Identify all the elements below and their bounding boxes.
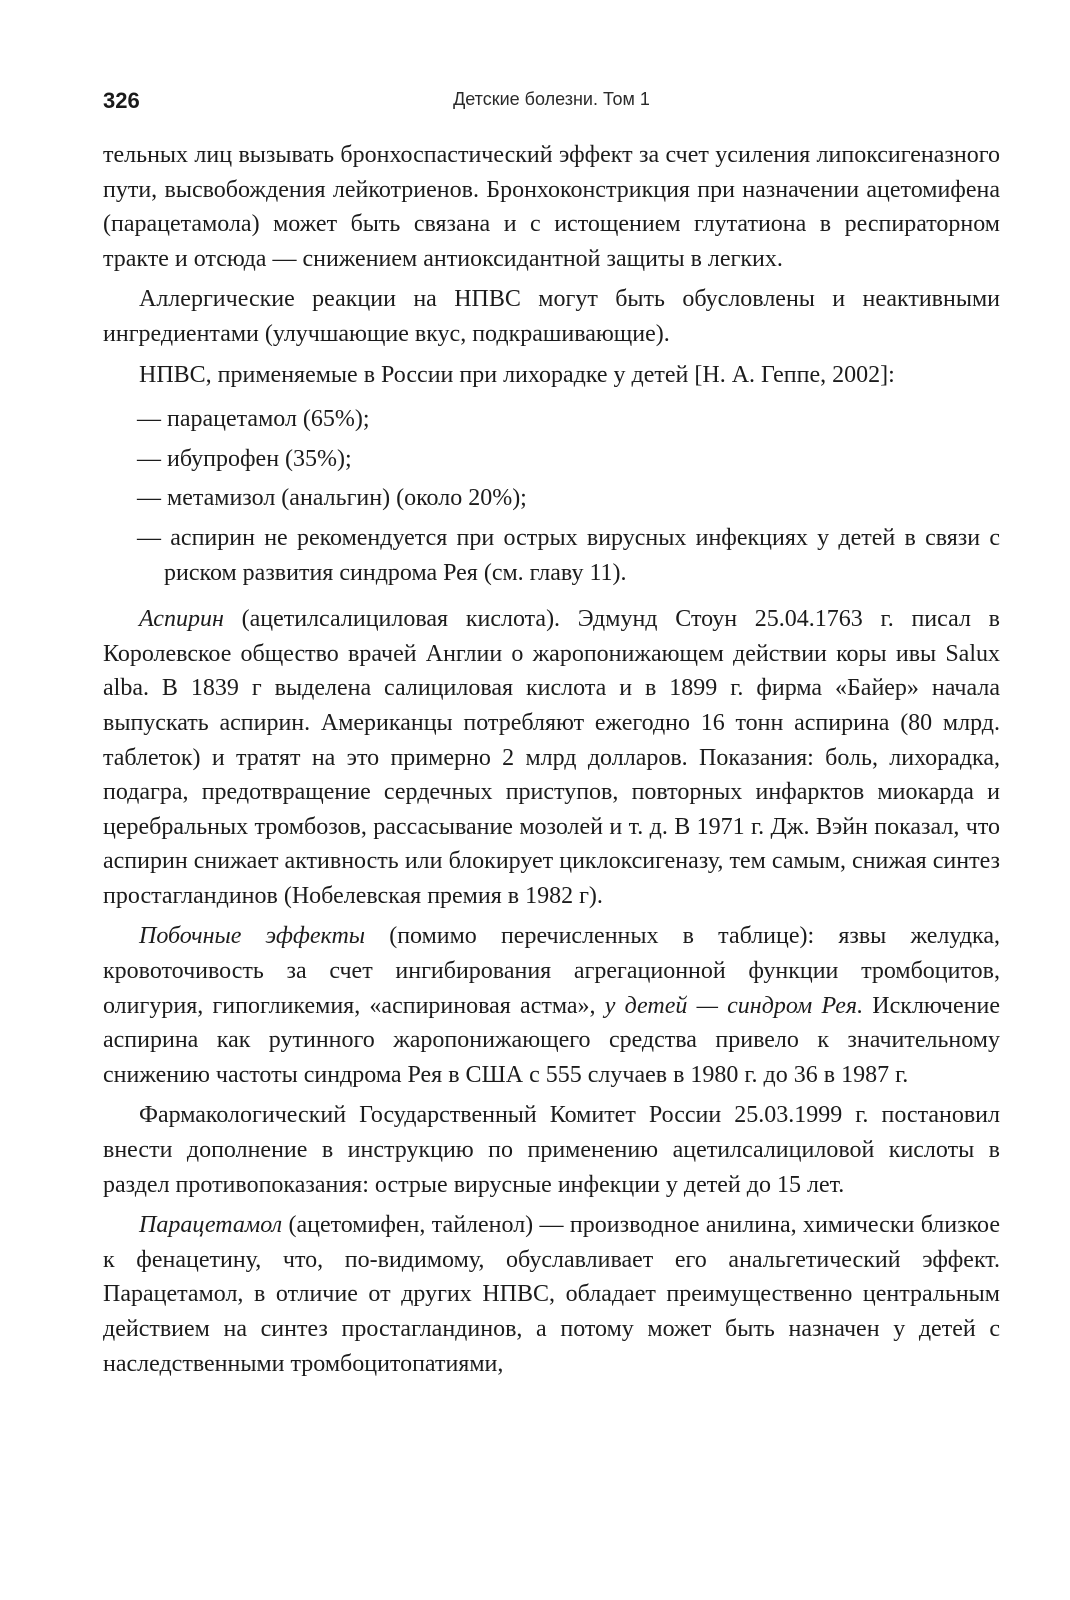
page-header: [103, 86, 1000, 120]
side-effects-text: (помимо перечисленных в таблице): язвы желудка, кровоточивость за счет ингибирования агрегационной функции тромбоцитов, олигурия, гипогликемия, «аспириновая астма»,: [103, 923, 1001, 1019]
list-item: — метамизол (анальгин) (около 20%);: [137, 481, 1000, 516]
paragraph-side-effects: [103, 919, 1000, 1092]
body-text: [103, 138, 1000, 1381]
paragraph-nsaid-russia: НПВС, применяемые в России при лихорадке у детей [Н. А. Геппе, 2002]:: [139, 361, 895, 388]
book-page: [103, 86, 1000, 1387]
list-item: — аспирин не рекомендуется при острых вирусных инфекциях у детей в связи с риском развития синдрома Рея (см. главу 11).: [137, 521, 1000, 590]
reye-syndrome-emphasis: у детей — синдром Рея.: [604, 992, 864, 1019]
nsaid-list: [103, 402, 1000, 590]
paragraph-pharmacological-committee: Фармакологический Государственный Комитет России 25.03.1999 г. постановил внести дополнение в инструкцию по применению ацетилсалициловой кислоты в раздел противопоказания: острые вирусные инфекции у детей до 15 лет.: [103, 1102, 1000, 1198]
list-item: — ибупрофен (35%);: [137, 442, 1000, 477]
list-item: — парацетамол (65%);: [137, 402, 1000, 437]
page-number: 326: [103, 88, 140, 113]
term-paracetamol: Парацетамол: [139, 1212, 283, 1239]
paragraph-allergic-reactions: Аллергические реакции на НПВС могут быть обусловлены и неактивными ингредиентами (улучшающие вкус, подкрашивающие).: [103, 286, 1000, 347]
aspirin-text: (ацетилсалициловая кислота). Эдмунд Стоун 25.04.1763 г. писал в Королевское общество врачей Англии о жаропонижающем действии коры ивы Salux alba. В 1839 г выделена салициловая кислота и в 1899 г. фирма «Байер» начала выпускать аспирин. Американцы потребляют ежегодно 16 тонн аспирина (80 млрд. таблеток) и тратят на это примерно 2 млрд долларов. Показания: боль, лихорадка, подагра, предотвращение сердечных приступов, повторных инфарктов миокарда и церебральных тромбозов, рассасывание мозолей и т. д. В 1971 г. Дж. Вэйн показал, что аспирин снижает активность или блокирует циклоксигеназу, тем самым, снижая синтез простагландинов (Нобелевская премия в 1982 г).: [103, 606, 1000, 909]
paracetamol-text: (ацетомифен, тайленол) — производное анилина, химически близкое к фенацетину, что, по-видимому, обуславливает его анальгетический эффект. Парацетамол, в отличие от других НПВС, обладает преимущественно центральным действием на синтез простагландинов, а потому может быть назначен у детей с наследственными тромбоцитопатиями,: [103, 1212, 1000, 1377]
term-side-effects: Побочные эффекты: [139, 923, 366, 950]
term-aspirin: Аспирин: [139, 606, 224, 633]
side-effects-tail: Исключение аспирина как рутинного жаропонижающего средства привело к значительному снижению частоты синдрома Рея в США с 555 случаев в 1980 г. до 36 в 1987 г.: [103, 992, 1000, 1088]
running-title: Детские болезни. Том 1: [453, 89, 650, 109]
paragraph-continuation: тельных лиц вызывать бронхоспастический эффект за счет усиления липоксигеназного пути, высвобождения лейкотриенов. Бронхоконстрикция при назначении ацетомифена (парацетамола) может быть связана и с истощением глутатиона в респираторном тракте и отсюда — снижением антиоксидантной защиты в легких.: [103, 142, 1000, 272]
paragraph-aspirin: [103, 602, 1000, 913]
paragraph-paracetamol: [103, 1208, 1000, 1381]
